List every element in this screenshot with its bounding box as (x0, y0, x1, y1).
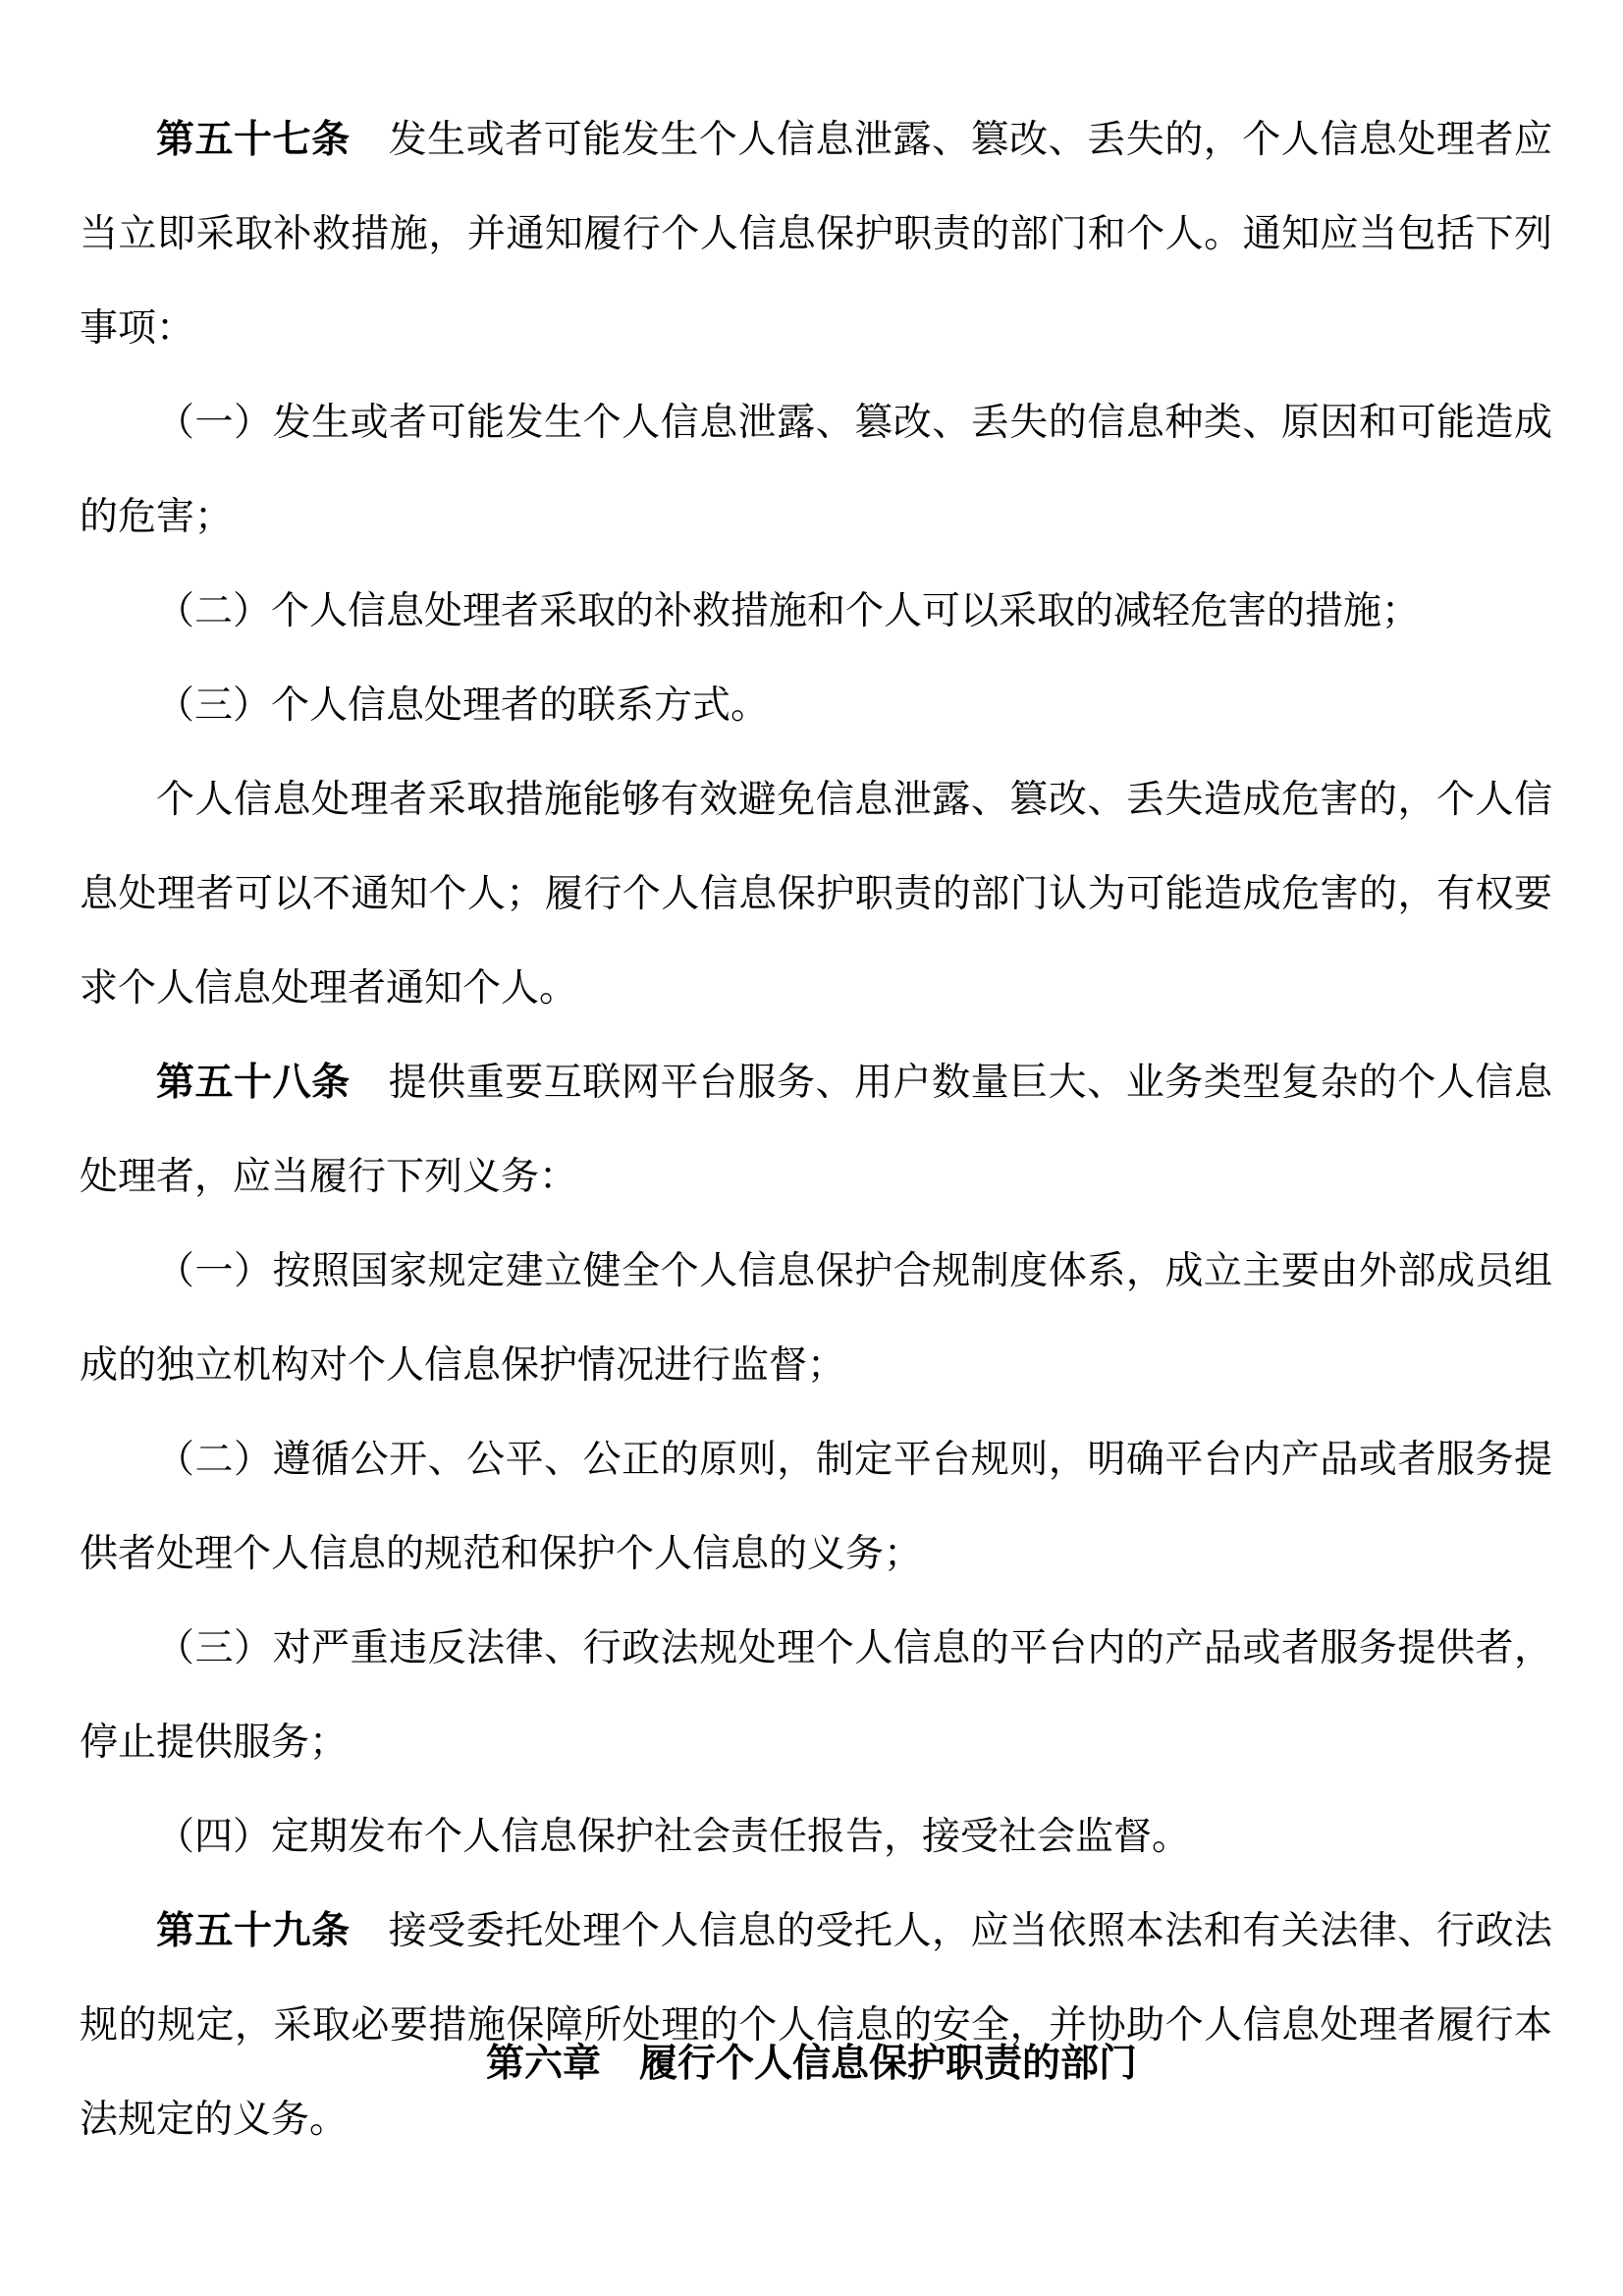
article-58 (80, 1036, 1552, 1225)
chapter-title: 履行个人信息保护职责的部门 (639, 2042, 1138, 2086)
article-57 (80, 93, 1552, 376)
list-item: （四）定期发布个人信息保护社会责任报告，接受社会监督。 (156, 1815, 1191, 1859)
document-body (80, 93, 1552, 2167)
article-heading: 第五十八条 (156, 1061, 351, 1105)
list-item: （三）对严重违反法律、行政法规处理个人信息的平台内的产品或者服务提供者，停止提供服务； (80, 1626, 1552, 1765)
list-item: （三）个人信息处理者的联系方式。 (156, 683, 770, 728)
chapter-number: 第六章 (485, 2042, 601, 2086)
list-item: （二）个人信息处理者采取的补救措施和个人可以采取的减轻危害的措施； (156, 589, 1421, 633)
article-text: 接受委托处理个人信息的受托人，应当依照本法和有关法律、行政法规的规定，采取必要措施保障所处理的个人信息的安全，并协助个人信息处理者履行本法规定的义务。 (80, 1909, 1552, 2142)
article-closing: 个人信息处理者采取措施能够有效避免信息泄露、篡改、丢失造成危害的，个人信息处理者可以不通知个人；履行个人信息保护职责的部门认为可能造成危害的，有权要求个人信息处理者通知个人。 (80, 778, 1552, 1011)
list-item: （二）遵循公开、公平、公正的原则，制定平台规则，明确平台内产品或者服务提供者处理个人信息的规范和保护个人信息的义务； (80, 1438, 1552, 1576)
list-item: （一）按照国家规定建立健全个人信息保护合规制度体系，成立主要由外部成员组成的独立机构对个人信息保护情况进行监督； (80, 1249, 1552, 1388)
list-item: （一）发生或者可能发生个人信息泄露、篡改、丢失的信息种类、原因和可能造成的危害； (80, 401, 1552, 539)
article-heading: 第五十九条 (156, 1909, 351, 1953)
article-text: 提供重要互联网平台服务、用户数量巨大、业务类型复杂的个人信息处理者，应当履行下列义务： (80, 1061, 1552, 1199)
article-59 (80, 1885, 1552, 2167)
chapter-heading (0, 2035, 1623, 2094)
article-text: 发生或者可能发生个人信息泄露、篡改、丢失的，个人信息处理者应当立即采取补救措施，并通知履行个人信息保护职责的部门和个人。通知应当包括下列事项： (80, 118, 1552, 351)
article-heading: 第五十七条 (156, 118, 351, 162)
